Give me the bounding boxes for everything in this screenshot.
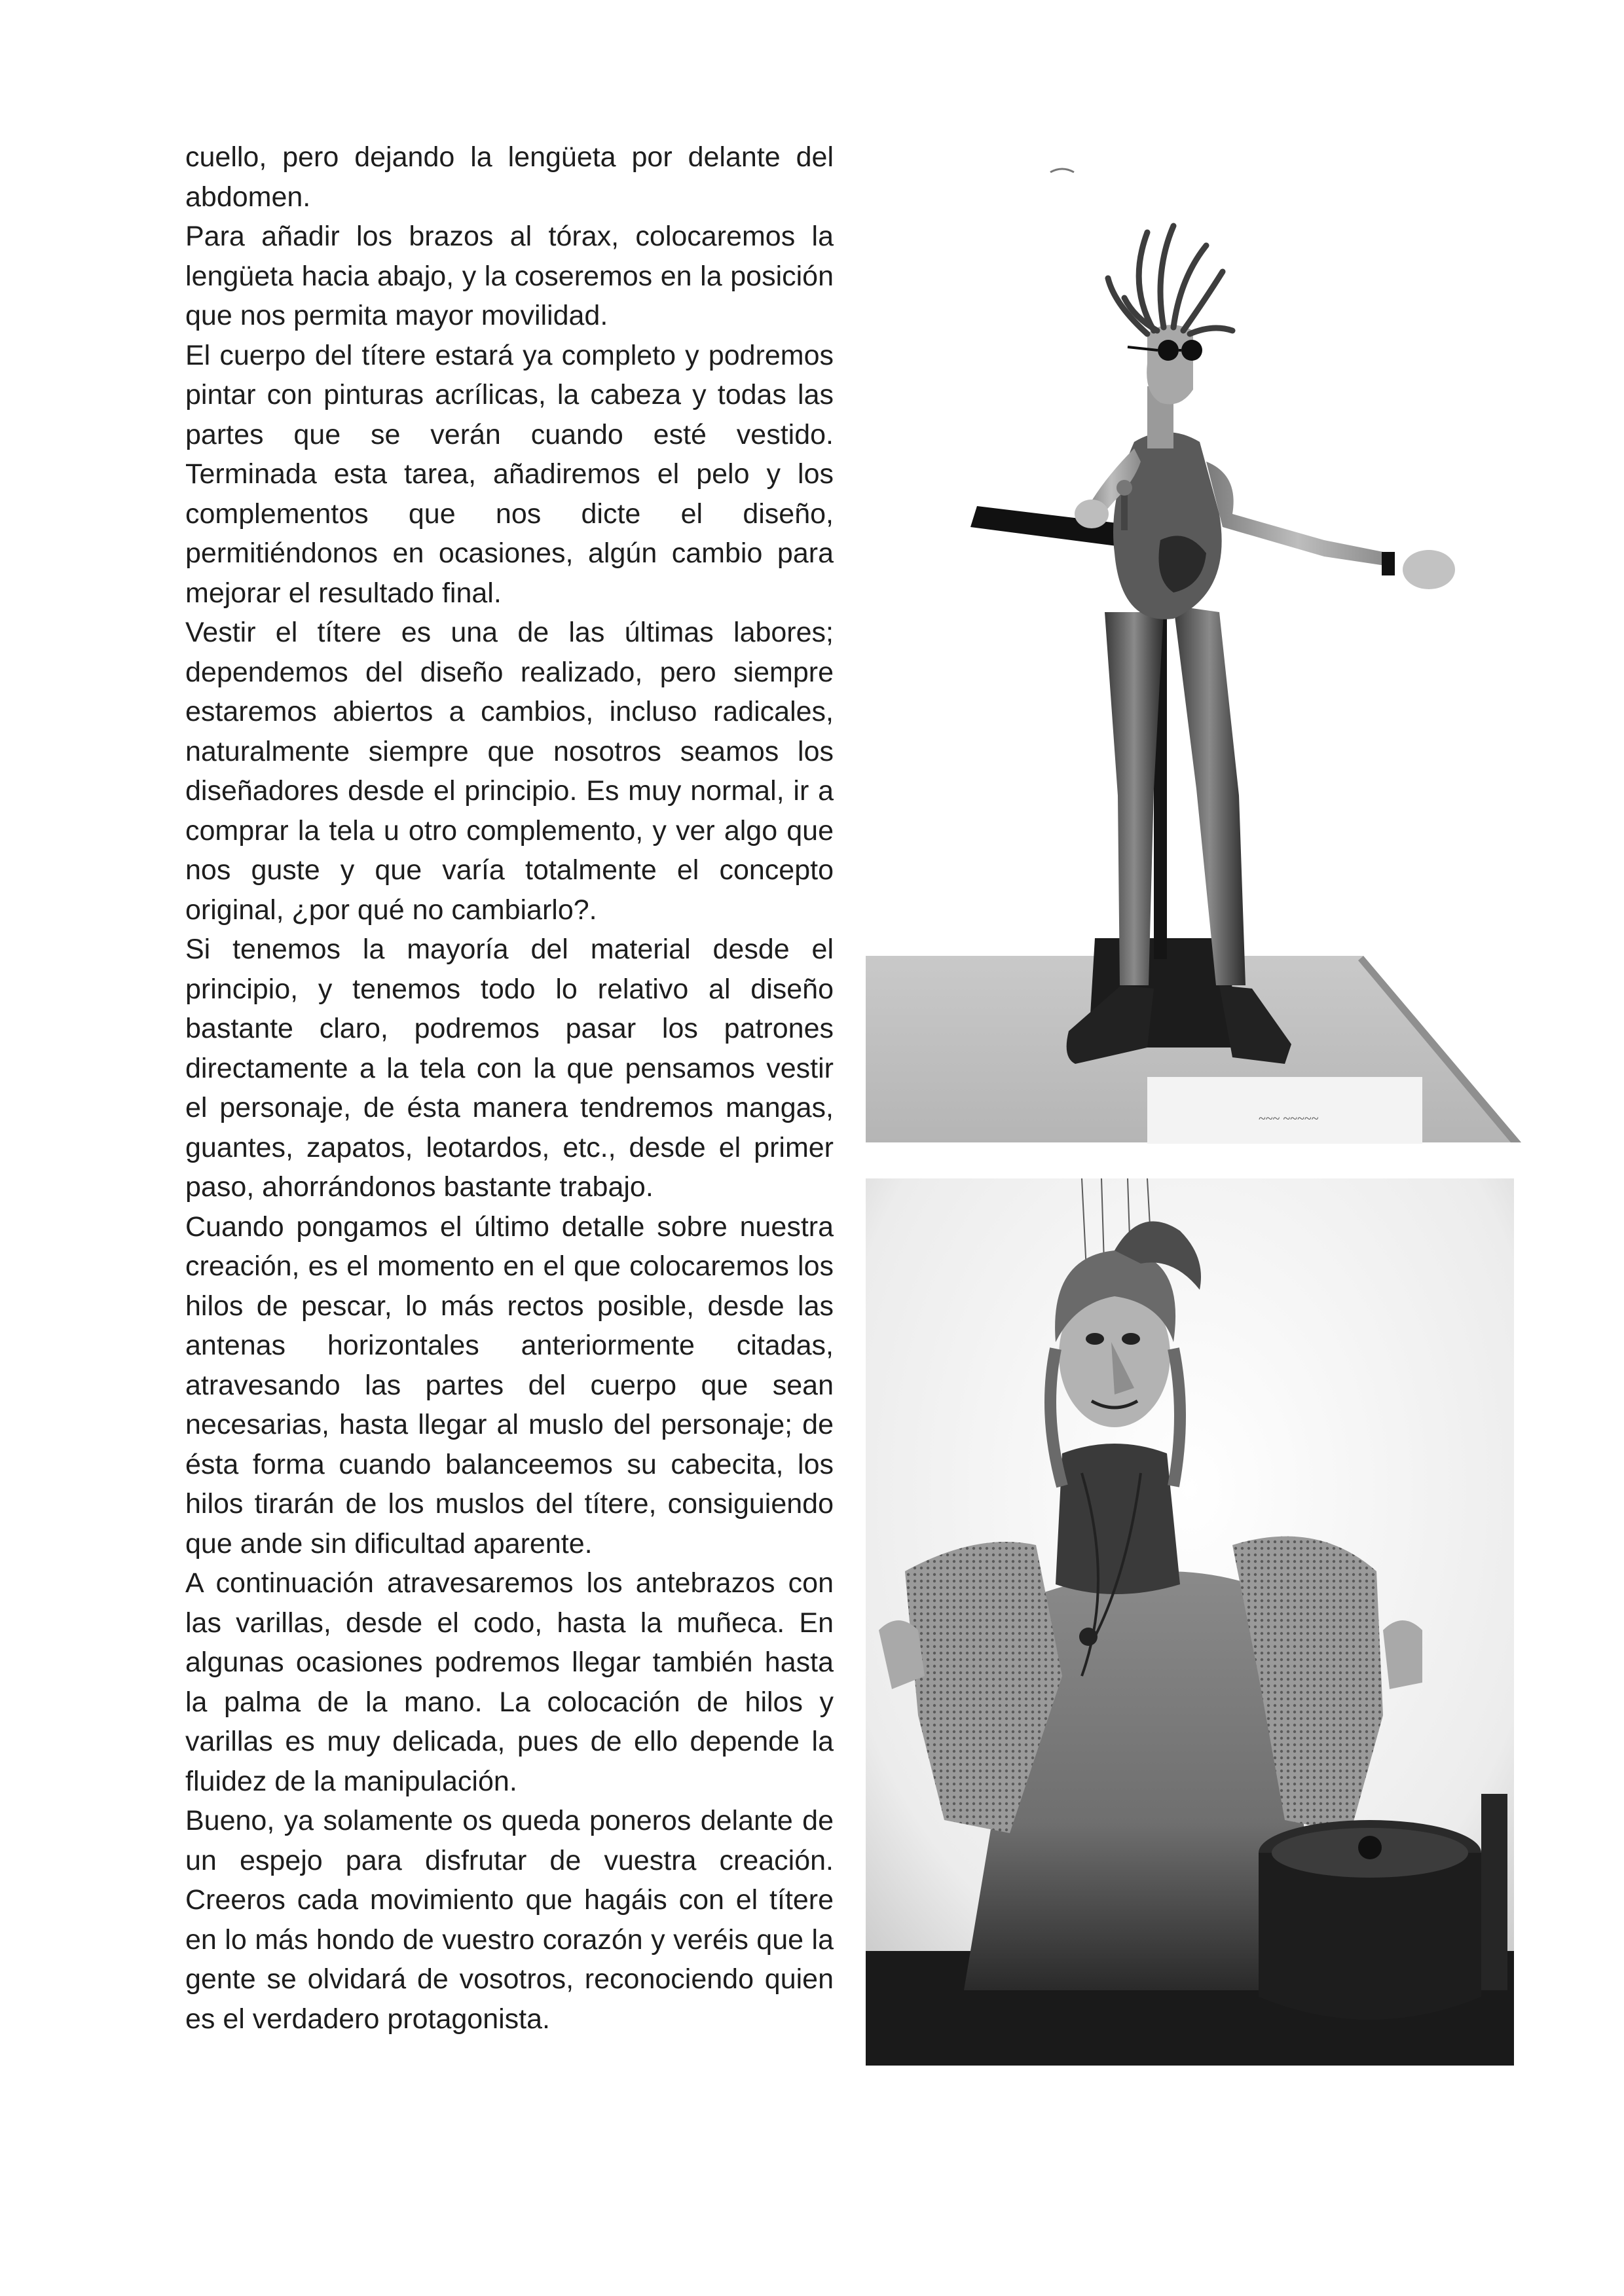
paragraph-3: El cuerpo del títere estará ya completo y podremos pintar con pinturas acrílicas, la cabeza y todas las partes que se verán cuando esté vestido. Terminada esta tarea, añadiremos el pelo y los complementos que nos dicte el diseño, permitiéndonos en ocasiones, algún cambio para mejorar el resultado final.	[185, 339, 834, 609]
witch-marionette-photo	[866, 1178, 1514, 2066]
paragraph-5: Si tenemos la mayoría del material desde el principio, y tenemos todo lo relativo al diseño bastante claro, podremos pasar los patrones directamente a la tela con la que pensamos vestir el personaje, de ésta manera tendremos mangas, guantes, zapatos, leotardos, etc., desde el primer paso, ahorrándonos bastante trabajo.	[185, 934, 834, 1203]
paragraph-8: Bueno, ya solamente os queda poneros delante de un espejo para disfrutar de vuestra creación. Creeros cada movimiento que hagáis con el títere en lo más hondo de vuestro corazón y veréis que la gente se olvidará de vosotros, reconociendo quien es el verdadero protagonista.	[185, 1805, 834, 2035]
rocker-puppet-photo	[866, 134, 1521, 1144]
paragraph-7: A continuación atravesaremos los antebrazos con las varillas, desde el codo, hasta la muñeca. En algunas ocasiones podremos llegar también hasta la palma de la mano. La colocación de hilos y varillas es muy delicada, pues de ello depende la fluidez de la manipulación.	[185, 1567, 834, 1797]
paragraph-1: cuello, pero dejando la lengüeta por delante del abdomen.	[185, 141, 834, 213]
body-text-column	[185, 137, 834, 2039]
paragraph-6: Cuando pongamos el último detalle sobre nuestra creación, es el momento en el que colocaremos los hilos de pescar, lo más rectos posible, desde las antenas horizontales anteriormente citadas, atravesando las partes del cuerpo que sean necesarias, hasta llegar al muslo del personaje; de ésta forma cuando balanceemos su cabecita, los hilos tirarán de los muslos del títere, consiguiendo que ande sin dificultad aparente.	[185, 1211, 834, 1559]
paragraph-4: Vestir el títere es una de las últimas labores; dependemos del diseño realizado, pero siempre estaremos abiertos a cambios, incluso radicales, naturalmente siempre que nosotros seamos los diseñadores desde el principio. Es muy normal, ir a comprar la tela u otro complemento, y ver algo que nos guste y que varía totalmente el concepto original, ¿por qué no cambiarlo?.	[185, 617, 834, 926]
svg-text:~~~ ~~~~~: ~~~ ~~~~~	[1259, 1112, 1319, 1126]
paragraph-2: Para añadir los brazos al tórax, colocaremos la lengüeta hacia abajo, y la coseremos en la posición que nos permita mayor movilidad.	[185, 221, 834, 331]
